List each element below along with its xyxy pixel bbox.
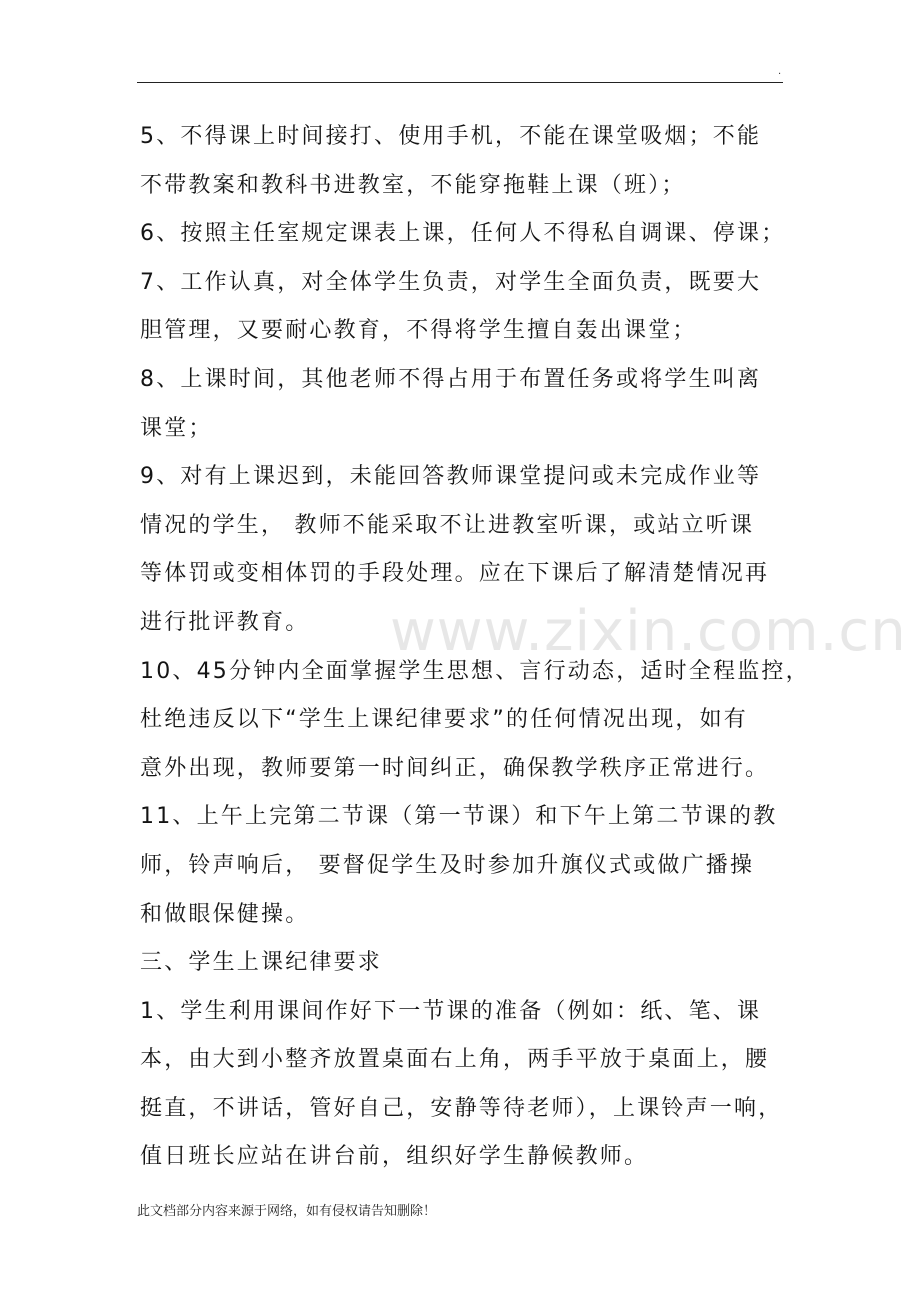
text-line: 不带教案和教科书进教室，不能穿拖鞋上课（班）； <box>140 172 686 198</box>
text-line: 7、工作认真，对全体学生负责，对学生全面负责，既要大 <box>140 269 762 295</box>
watermark: www.zixin.com.cn <box>390 599 907 664</box>
header-rule <box>137 82 783 83</box>
text-line: 课堂； <box>140 415 213 441</box>
text-line: 8、上课时间，其他老师不得占用于布置任务或将学生叫离 <box>140 366 762 392</box>
text-line: 5、不得课上时间接打、使用手机，不能在课堂吸烟；不能 <box>140 124 762 149</box>
text-line: 11、上午上完第二节课（第一节课）和下午上第二节课的教 <box>140 804 778 830</box>
section-heading: 三、学生上课纪律要求 <box>140 950 383 976</box>
text-line: 挺直，不讲话，管好自己，安静等待老师），上课铃声一响， <box>140 1095 783 1121</box>
footer-note: 此文档部分内容来源于网络，如有侵权请告知删除！ <box>137 1204 437 1219</box>
header-mark: . <box>778 66 782 77</box>
text-line: 等体罚或变相体罚的手段处理。应在下课后了解清楚情况再 <box>140 561 770 587</box>
text-line: 杜绝违反以下“学生上课纪律要求”的任何情况出现，如有 <box>140 707 748 733</box>
text-line: 和做眼保健操。 <box>140 901 310 927</box>
text-line: 本，由大到小整齐放置桌面右上角，两手平放于桌面上，腰 <box>140 1047 770 1073</box>
text-line: 1、学生利用课间作好下一节课的准备（例如：纸、笔、课 <box>140 998 762 1024</box>
text-line: 胆管理，又要耐心教育，不得将学生擅自轰出课堂； <box>140 318 697 344</box>
text-line: 情况的学生， 教师不能采取不让进教室听课，或站立听课 <box>140 512 755 538</box>
text-line: 9、对有上课迟到，未能回答教师课堂提问或未完成作业等 <box>140 464 762 490</box>
text-line: 师，铃声响后， 要督促学生及时参加升旗仪式或做广播操 <box>140 852 755 878</box>
text-line: 10、45分钟内全面掌握学生思想、言行动态，适时全程监控， <box>140 658 810 684</box>
text-line: 意外出现，教师要第一时间纠正，确保教学秩序正常进行。 <box>140 755 770 781</box>
text-line: 值日班长应站在讲台前，组织好学生静候教师。 <box>140 1144 649 1170</box>
text-line: 6、按照主任室规定课表上课，任何人不得私自调课、停课； <box>140 221 786 247</box>
text-line: 进行批评教育。 <box>140 609 310 635</box>
